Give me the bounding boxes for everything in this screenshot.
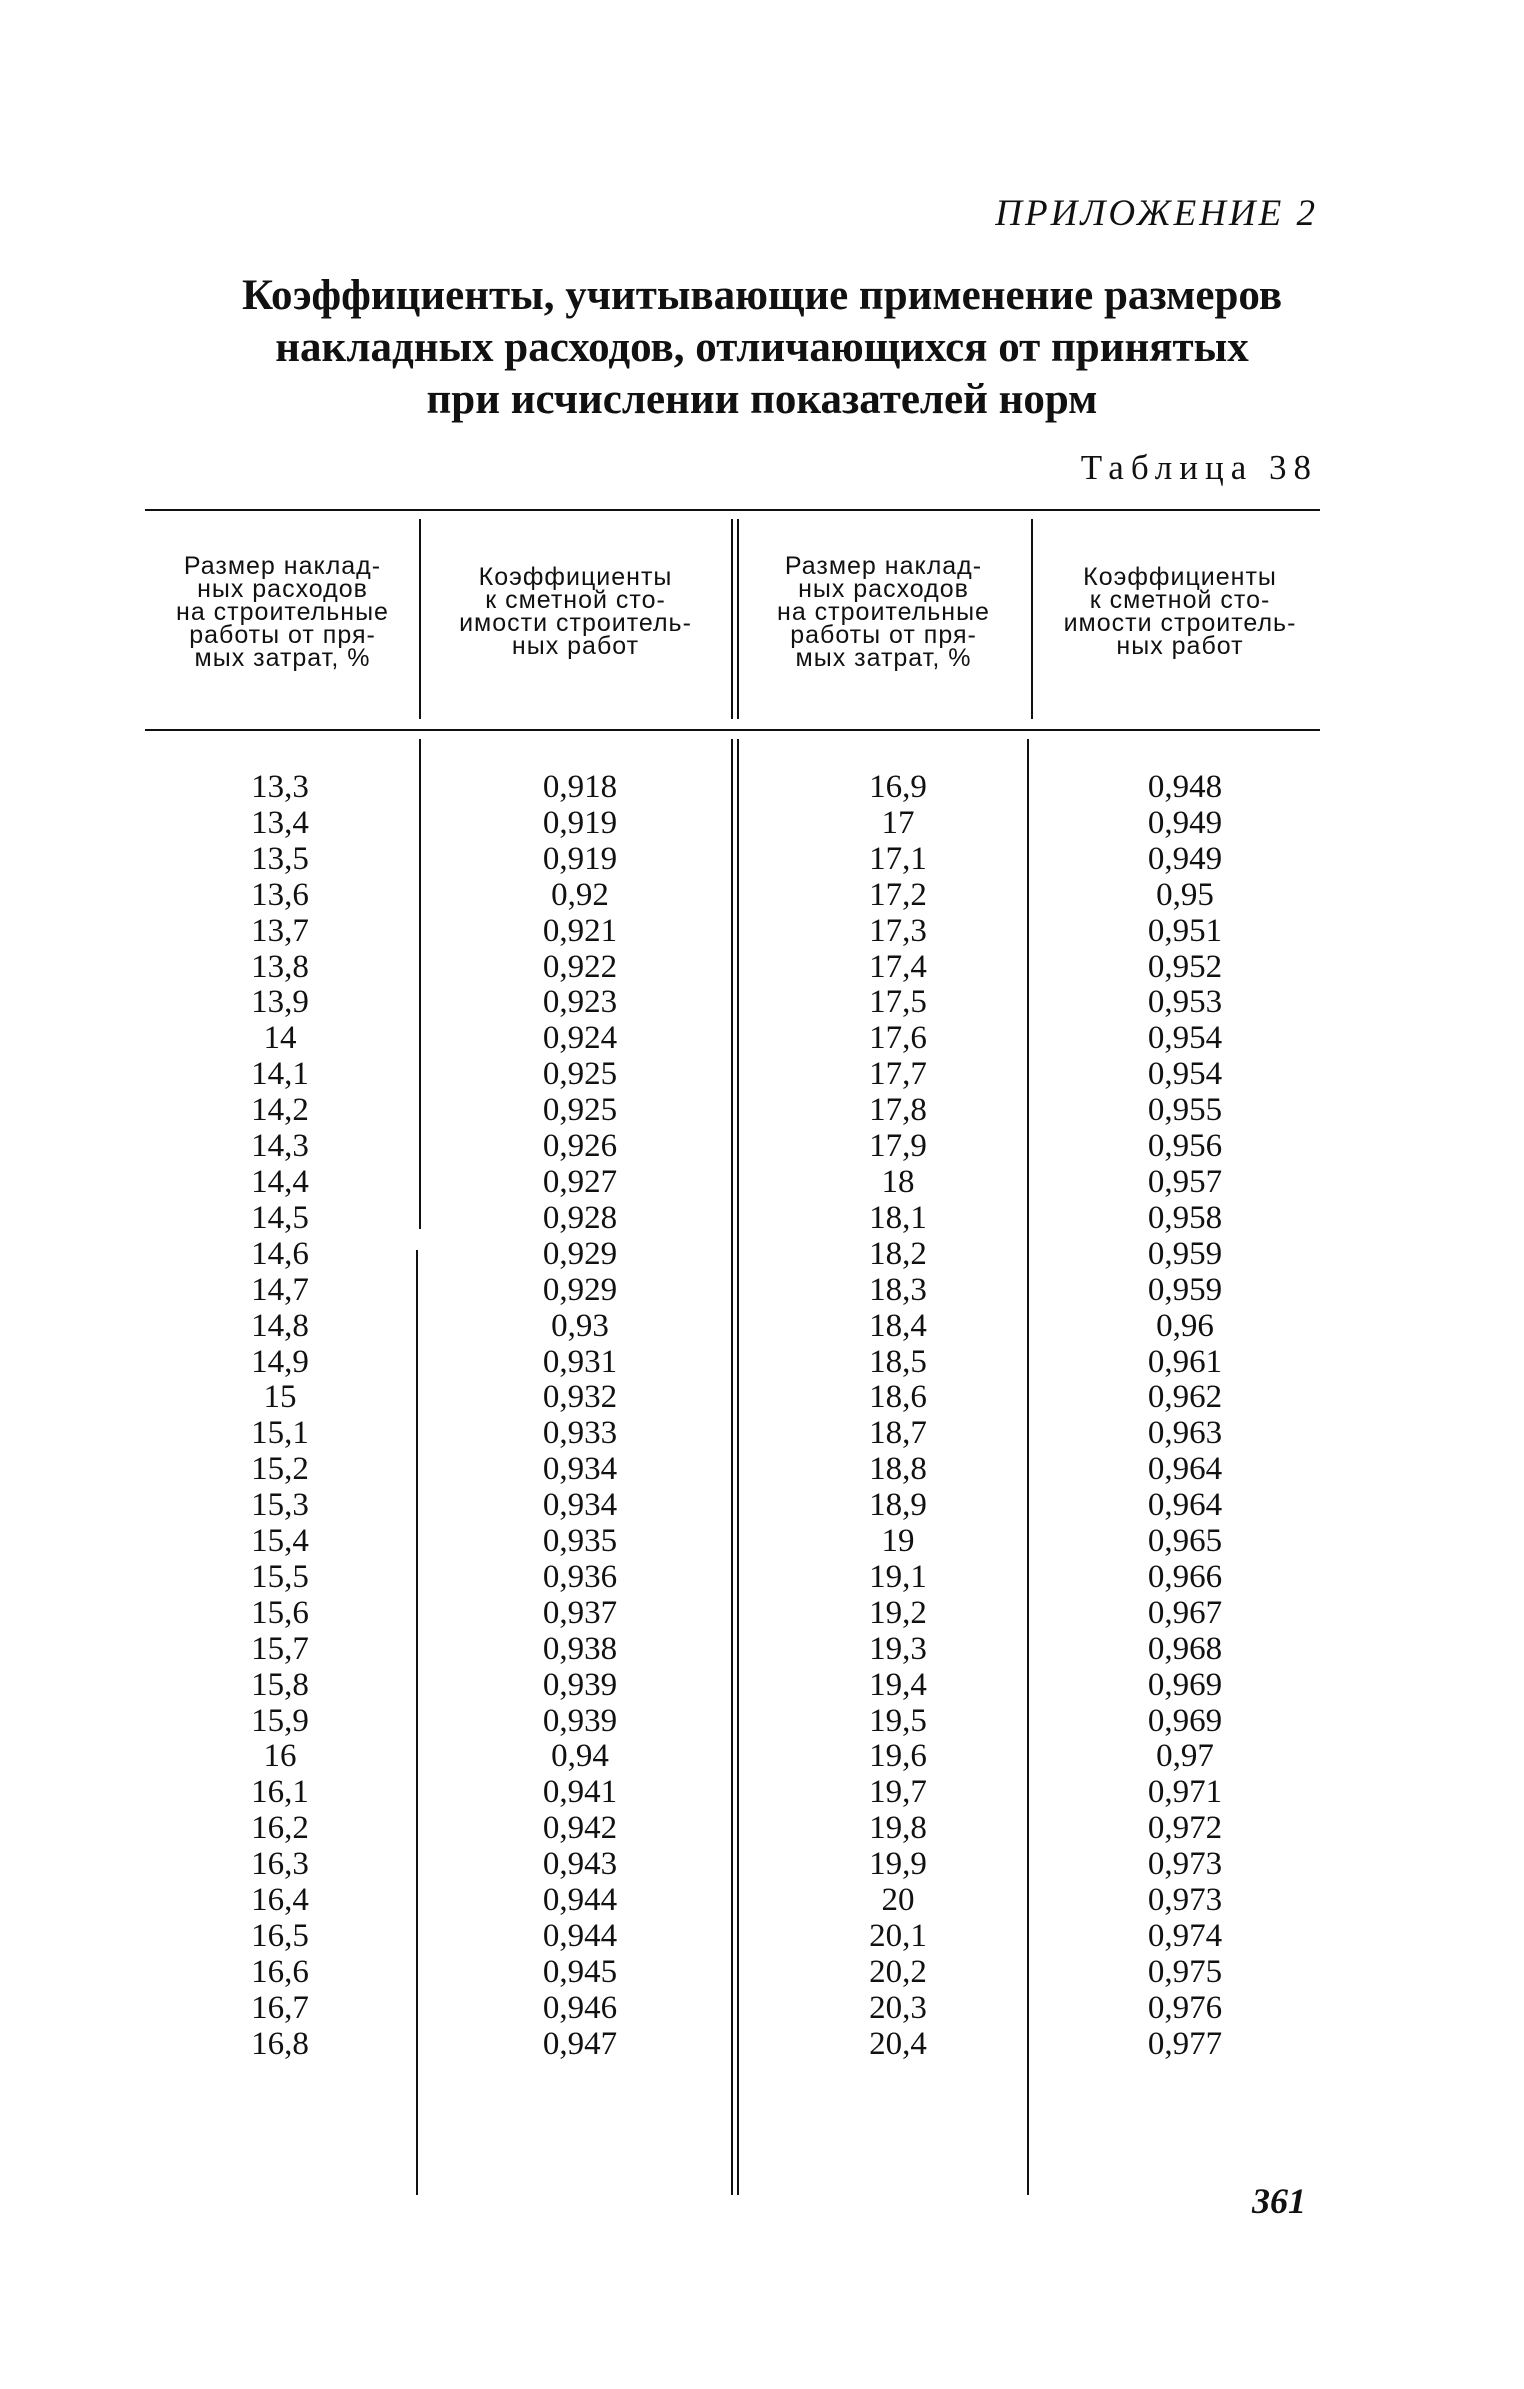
table-cell: 20,2 bbox=[869, 1953, 927, 1990]
table-cell: 0,948 bbox=[1147, 769, 1223, 805]
table-cell: 17,3 bbox=[869, 912, 927, 949]
table-cell: 14,8 bbox=[251, 1307, 309, 1344]
column-divider bbox=[419, 519, 421, 719]
table-cell: 0,945 bbox=[542, 1953, 618, 1990]
table-cell: 14,5 bbox=[251, 1199, 309, 1236]
header-size-2 bbox=[740, 552, 1027, 672]
table-cell: 0,929 bbox=[542, 1271, 618, 1308]
column-divider-double bbox=[731, 519, 739, 719]
table-cell: 0,972 bbox=[1147, 1810, 1223, 1847]
table-cell: 0,957 bbox=[1147, 1163, 1223, 1200]
header-line: ных работ bbox=[511, 632, 640, 660]
header-line: имости строитель- bbox=[1063, 609, 1297, 637]
table-cell: 17,9 bbox=[869, 1128, 927, 1165]
table-label: Таблица 38 bbox=[1080, 448, 1318, 487]
table-cell: 16,5 bbox=[251, 1918, 309, 1954]
column-divider bbox=[1027, 739, 1029, 2195]
column-divider bbox=[419, 739, 421, 1229]
table-cell: 0,959 bbox=[1147, 1271, 1223, 1308]
table-cell: 0,95 bbox=[1156, 876, 1214, 913]
table-cell: 0,964 bbox=[1147, 1451, 1223, 1488]
appendix-label: ПРИЛОЖЕНИЕ 2 bbox=[995, 193, 1318, 234]
table-cell: 19,1 bbox=[869, 1558, 927, 1595]
table-cell: 0,925 bbox=[542, 1092, 618, 1129]
table-cell: 14,7 bbox=[251, 1271, 309, 1308]
column-divider-double bbox=[731, 739, 739, 2195]
table-cell: 20,1 bbox=[869, 1918, 927, 1954]
table-cell: 15 bbox=[263, 1379, 297, 1416]
table-cell: 13,5 bbox=[251, 840, 309, 877]
table-cell: 16,2 bbox=[251, 1810, 309, 1847]
table-cell: 0,919 bbox=[542, 804, 618, 841]
page-number: 361 bbox=[1252, 2181, 1306, 2221]
table-cell: 0,949 bbox=[1147, 804, 1223, 841]
table-cell: 17,1 bbox=[869, 840, 927, 877]
table-cell: 0,938 bbox=[542, 1630, 618, 1667]
title-line: накладных расходов, отличающихся от принятых bbox=[275, 324, 1249, 371]
table-cell: 0,94 bbox=[551, 1738, 609, 1775]
table-cell: 15,3 bbox=[251, 1487, 309, 1524]
table-cell: 0,921 bbox=[542, 912, 618, 949]
table-cell: 19,4 bbox=[869, 1666, 927, 1703]
table-cell: 0,924 bbox=[542, 1020, 618, 1057]
header-line: к сметной сто- bbox=[485, 586, 666, 614]
table-cell: 15,8 bbox=[251, 1666, 309, 1703]
header-line: мых затрат, % bbox=[795, 644, 972, 672]
table-cell: 0,937 bbox=[542, 1594, 618, 1631]
table-cell: 13,3 bbox=[251, 769, 309, 805]
table-cell: 0,941 bbox=[542, 1774, 618, 1811]
header-line: мых затрат, % bbox=[194, 644, 371, 672]
column-divider bbox=[1031, 519, 1033, 719]
table-cell: 19,8 bbox=[869, 1810, 927, 1847]
table-cell: 0,961 bbox=[1147, 1343, 1223, 1380]
table-cell: 0,969 bbox=[1147, 1666, 1223, 1703]
table-cell: 0,951 bbox=[1147, 912, 1223, 949]
table-cell: 19,2 bbox=[869, 1594, 927, 1631]
table-cell: 0,944 bbox=[542, 1918, 618, 1954]
header-size-1 bbox=[150, 552, 415, 672]
title-line: при исчислении показателей норм bbox=[426, 376, 1098, 423]
table-cell: 13,9 bbox=[251, 984, 309, 1021]
table-cell: 0,952 bbox=[1147, 948, 1223, 985]
table-cell: 0,926 bbox=[542, 1128, 618, 1165]
table-cell: 14,4 bbox=[251, 1163, 309, 1200]
table-cell: 17,6 bbox=[869, 1020, 927, 1057]
table-cell: 17 bbox=[881, 804, 915, 841]
table-cell: 16,3 bbox=[251, 1846, 309, 1883]
table-cell: 0,925 bbox=[542, 1056, 618, 1093]
table-cell: 0,947 bbox=[542, 2025, 618, 2062]
table-cell: 0,931 bbox=[542, 1343, 618, 1380]
table-cell: 0,93 bbox=[551, 1307, 609, 1344]
table-cell: 0,977 bbox=[1147, 2025, 1223, 2062]
table-cell: 0,954 bbox=[1147, 1056, 1223, 1093]
table-cell: 0,923 bbox=[542, 984, 618, 1021]
table-cell: 16,7 bbox=[251, 1989, 309, 2026]
table-cell: 19,3 bbox=[869, 1630, 927, 1667]
table-cell: 15,2 bbox=[251, 1451, 309, 1488]
table-cell: 0,967 bbox=[1147, 1594, 1223, 1631]
table-cell: 0,935 bbox=[542, 1523, 618, 1560]
page-title bbox=[150, 270, 1374, 426]
title-line: Коэффициенты, учитывающие применение размеров bbox=[241, 272, 1283, 319]
table-cell: 0,949 bbox=[1147, 840, 1223, 877]
table-cell: 20 bbox=[881, 1882, 915, 1919]
header-line: Коэффициенты bbox=[478, 563, 673, 591]
table-cell: 0,974 bbox=[1147, 1918, 1223, 1954]
table-cell: 0,97 bbox=[1156, 1738, 1214, 1775]
table-cell: 0,975 bbox=[1147, 1953, 1223, 1990]
table-cell: 14,9 bbox=[251, 1343, 309, 1380]
table-cell: 19,5 bbox=[869, 1702, 927, 1739]
header-line: работы от пря- bbox=[790, 621, 977, 649]
table-cell: 15,6 bbox=[251, 1594, 309, 1631]
table-cell: 0,965 bbox=[1147, 1523, 1223, 1560]
table-cell: 14,6 bbox=[251, 1235, 309, 1272]
table-cell: 14,3 bbox=[251, 1128, 309, 1165]
column-coef-1 bbox=[500, 770, 660, 2063]
table-cell: 15,1 bbox=[251, 1415, 309, 1452]
table-cell: 19,6 bbox=[869, 1738, 927, 1775]
table-cell: 14,1 bbox=[251, 1056, 309, 1093]
table-cell: 13,4 bbox=[251, 804, 309, 841]
table-cell: 0,943 bbox=[542, 1846, 618, 1883]
table-cell: 0,954 bbox=[1147, 1020, 1223, 1057]
header-line: ных работ bbox=[1116, 632, 1244, 660]
table-cell: 0,927 bbox=[542, 1163, 618, 1200]
table-cell: 0,939 bbox=[542, 1666, 618, 1703]
table-cell: 0,971 bbox=[1147, 1774, 1223, 1811]
header-line: на строительные bbox=[777, 598, 990, 626]
table-cell: 0,956 bbox=[1147, 1128, 1223, 1165]
table-cell: 0,966 bbox=[1147, 1558, 1223, 1595]
header-line: работы от пря- bbox=[189, 621, 376, 649]
table-cell: 15,4 bbox=[251, 1523, 309, 1560]
table-cell: 0,968 bbox=[1147, 1630, 1223, 1667]
table-cell: 0,959 bbox=[1147, 1235, 1223, 1272]
header-line: Размер наклад- bbox=[784, 552, 983, 580]
table-cell: 0,953 bbox=[1147, 984, 1223, 1021]
table-cell: 20,4 bbox=[869, 2025, 927, 2062]
table-top-rule bbox=[145, 509, 1320, 511]
table-cell: 0,973 bbox=[1147, 1882, 1223, 1919]
header-coef-2 bbox=[1036, 563, 1324, 660]
table-cell: 0,946 bbox=[542, 1989, 618, 2026]
table-cell: 0,929 bbox=[542, 1235, 618, 1272]
table-cell: 15,9 bbox=[251, 1702, 309, 1739]
table-cell: 0,944 bbox=[542, 1882, 618, 1919]
table-cell: 18,9 bbox=[869, 1487, 927, 1524]
header-line: на строительные bbox=[176, 598, 389, 626]
header-line: имости строитель- bbox=[459, 609, 692, 637]
table-cell: 16,6 bbox=[251, 1953, 309, 1990]
table-cell: 0,955 bbox=[1147, 1092, 1223, 1129]
table-cell: 18,7 bbox=[869, 1415, 927, 1452]
header-line: Коэффициенты bbox=[1083, 563, 1277, 591]
table-cell: 0,934 bbox=[542, 1451, 618, 1488]
table-cell: 19 bbox=[881, 1523, 915, 1560]
table-cell: 18,5 bbox=[869, 1343, 927, 1380]
header-line: ных расходов bbox=[798, 575, 969, 603]
table-cell: 0,969 bbox=[1147, 1702, 1223, 1739]
table-cell: 0,958 bbox=[1147, 1199, 1223, 1236]
table-cell: 0,976 bbox=[1147, 1989, 1223, 2026]
table-cell: 0,973 bbox=[1147, 1846, 1223, 1883]
table-cell: 0,922 bbox=[542, 948, 618, 985]
table-cell: 16,1 bbox=[251, 1774, 309, 1811]
header-bottom-rule bbox=[145, 729, 1320, 731]
table-cell: 0,939 bbox=[542, 1702, 618, 1739]
column-divider bbox=[416, 1250, 418, 2195]
table-cell: 17,5 bbox=[869, 984, 927, 1021]
table-cell: 0,928 bbox=[542, 1199, 618, 1236]
table-cell: 0,963 bbox=[1147, 1415, 1223, 1452]
table-cell: 17,8 bbox=[869, 1092, 927, 1129]
column-size-2 bbox=[818, 770, 978, 2063]
table-cell: 0,96 bbox=[1156, 1307, 1214, 1344]
table-cell: 0,933 bbox=[542, 1415, 618, 1452]
table-cell: 14,2 bbox=[251, 1092, 309, 1129]
table-cell: 19,9 bbox=[869, 1846, 927, 1883]
header-line: ных расходов bbox=[197, 575, 368, 603]
table-cell: 20,3 bbox=[869, 1989, 927, 2026]
table-cell: 18 bbox=[881, 1163, 915, 1200]
table-cell: 0,942 bbox=[542, 1810, 618, 1847]
header-line: Размер наклад- bbox=[183, 552, 382, 580]
table-cell: 0,932 bbox=[542, 1379, 618, 1416]
column-coef-2 bbox=[1105, 770, 1265, 2063]
table-cell: 0,964 bbox=[1147, 1487, 1223, 1524]
table-cell: 15,5 bbox=[251, 1558, 309, 1595]
table-cell: 17,4 bbox=[869, 948, 927, 985]
column-size-1 bbox=[200, 770, 360, 2063]
table-cell: 18,6 bbox=[869, 1379, 927, 1416]
table-cell: 0,936 bbox=[542, 1558, 618, 1595]
table-cell: 16 bbox=[263, 1738, 297, 1775]
table-cell: 0,918 bbox=[542, 769, 618, 805]
table-cell: 0,919 bbox=[542, 840, 618, 877]
table-cell: 0,92 bbox=[551, 876, 609, 913]
table-cell: 18,3 bbox=[869, 1271, 927, 1308]
header-coef-1 bbox=[424, 563, 727, 660]
table-cell: 17,2 bbox=[869, 876, 927, 913]
table-cell: 18,1 bbox=[869, 1199, 927, 1236]
table-cell: 18,8 bbox=[869, 1451, 927, 1488]
table-cell: 16,9 bbox=[869, 769, 927, 805]
table-cell: 13,8 bbox=[251, 948, 309, 985]
table-cell: 16,4 bbox=[251, 1882, 309, 1919]
table-cell: 13,7 bbox=[251, 912, 309, 949]
table-cell: 15,7 bbox=[251, 1630, 309, 1667]
table-cell: 16,8 bbox=[251, 2025, 309, 2062]
table-cell: 17,7 bbox=[869, 1056, 927, 1093]
table-cell: 13,6 bbox=[251, 876, 309, 913]
table-cell: 14 bbox=[263, 1020, 297, 1057]
table-cell: 19,7 bbox=[869, 1774, 927, 1811]
header-line: к сметной сто- bbox=[1089, 586, 1271, 614]
table-cell: 18,4 bbox=[869, 1307, 927, 1344]
table-cell: 0,934 bbox=[542, 1487, 618, 1524]
table-cell: 18,2 bbox=[869, 1235, 927, 1272]
table-cell: 0,962 bbox=[1147, 1379, 1223, 1416]
